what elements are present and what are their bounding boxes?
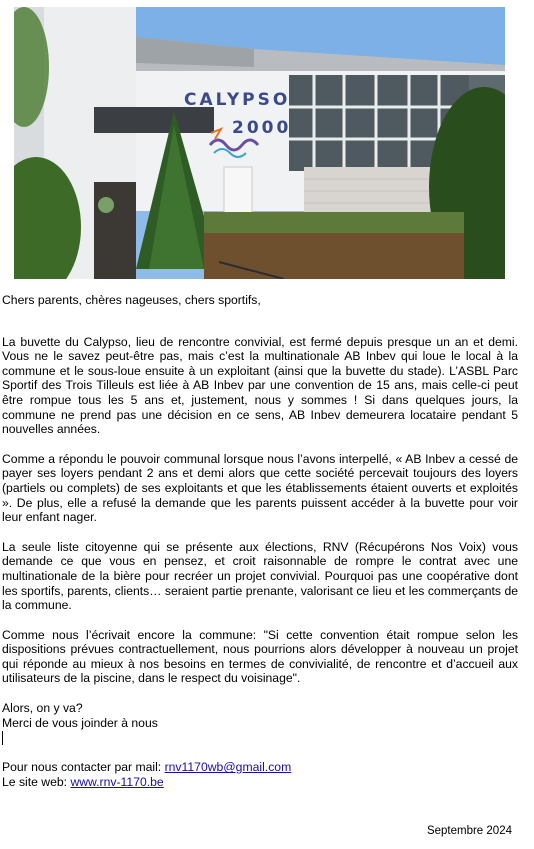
- header-photo: [14, 7, 505, 279]
- contact-web-label: Le site web:: [2, 774, 71, 789]
- paragraph-4: Comme nous l’écrivait encore la commune: "Si cette convention était rompue selon les dispositions prévues contractuellement, nous pourrions alors développer à nouveau un projet qui réponde au mieux à nos besoins en termes de convivialité, de rencontre et d’accueil aux utilisateurs de la piscine, dans le respect du voisinage".: [2, 627, 518, 686]
- closing-question: Alors, on y va?: [2, 701, 83, 716]
- building-sign-name: CALYPSO: [184, 90, 291, 110]
- contact-web-link[interactable]: www.rnv-1170.be: [70, 774, 164, 789]
- closing-thanks: Merci de vous joinder à nous: [2, 715, 158, 730]
- paragraph-1: La buvette du Calypso, lieu de rencontre convivial, est fermé depuis presque un an et demi. Vous ne le savez peut-être pas, mais c’est la multinationale AB Inbev qui loue le local à la commune et le sous-loue ensuite à un exploitant (ainsi que la buvette du stade). L’ASBL Parc Sportif des Trois Tilleuls est liée à AB Inbev par une convention de 15 ans, mais celle-ci peut être rompue tous les 5 ans et, justement, nous y sommes ! Si dans quelques jours, la commune ne prend pas une décision en ce sens, AB Inbev demeurera locataire pendant 5 nouvelles années.: [2, 334, 518, 437]
- contact-mail-link[interactable]: rnv1170wb@gmail.com: [164, 760, 292, 775]
- paragraph-3: La seule liste citoyenne qui se présente aux élections, RNV (Récupérons Nos Voix) vous demande ce que vous en pensez, et croit raisonnable de rompre le contrat avec une multinationale de la bière pour recréer un projet convivial. Pourquoi pas une coopérative dont les sportifs, parents, clients… seraient partie prenante, valorisant ce lieu et les commerçants de la commune.: [2, 539, 518, 613]
- letter-body: [2, 293, 518, 789]
- building-sign-year: 2000: [232, 118, 292, 138]
- contact-web-line: [2, 775, 518, 790]
- contact-mail-line: [2, 760, 518, 775]
- greeting: Chers parents, chères nageuses, chers sportifs,: [2, 293, 261, 307]
- letter-date: Septembre 2024: [426, 825, 512, 837]
- contact-mail-label: Pour nous contacter par mail:: [2, 760, 165, 775]
- paragraph-2: Comme a répondu le pouvoir communal lorsque nous l’avons interpellé, « AB Inbev a cessé de payer ses loyers pendant 2 ans et demi alors que cette société percevait toujours des loyers (partiels ou complets) de ses exploitants et que les établissements étaient ouverts et exploités ». De plus, elle a refusé la demande que les parents puissent accéder à la buvette pour voir leur enfant nager.: [2, 451, 518, 525]
- text-cursor: [2, 731, 3, 745]
